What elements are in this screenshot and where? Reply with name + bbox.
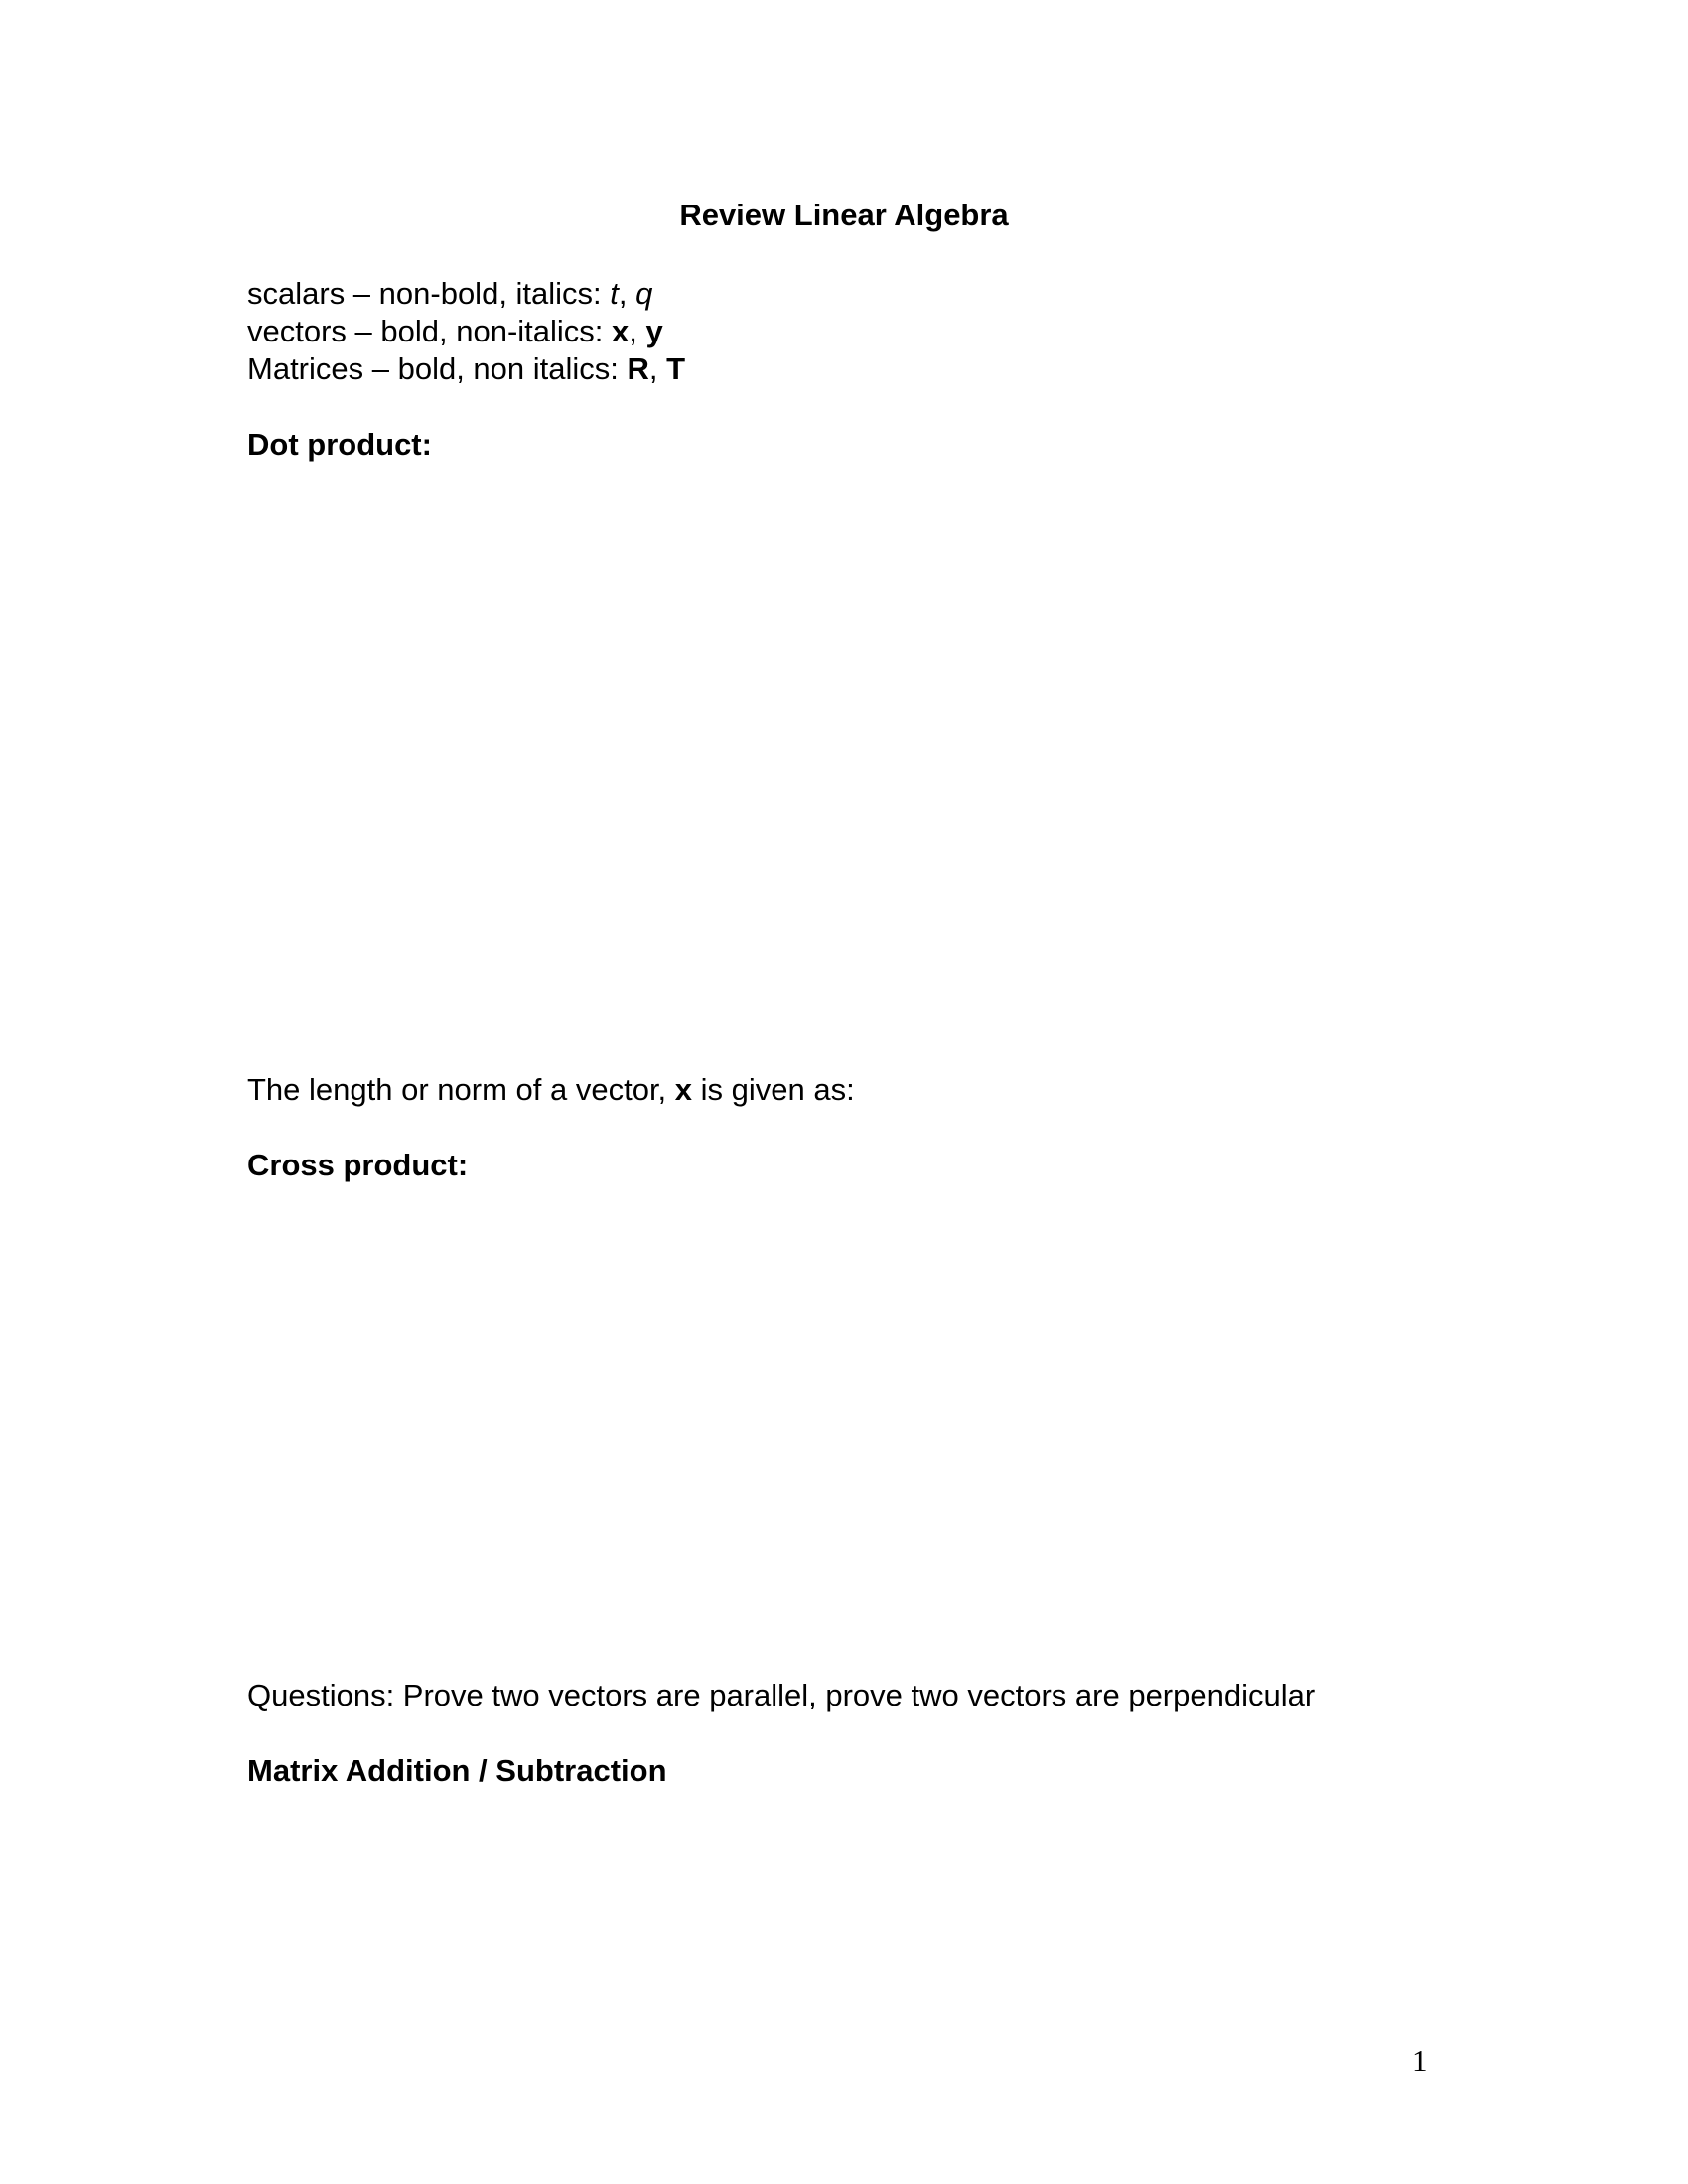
vectors-notation-line — [247, 313, 663, 350]
scalar-example-t: t — [610, 276, 619, 311]
matrix-example-r: R — [627, 351, 649, 386]
norm-suffix: is given as: — [692, 1072, 855, 1107]
norm-prefix: The length or norm of a vector, — [247, 1072, 675, 1107]
page-title: Review Linear Algebra — [679, 198, 1009, 232]
questions-line: Questions: Prove two vectors are parallel, prove two vectors are perpendicular — [247, 1678, 1316, 1712]
vector-example-y: y — [645, 314, 663, 348]
scalar-separator: , — [618, 276, 636, 311]
matrix-separator: , — [648, 351, 667, 386]
vector-separator: , — [629, 314, 646, 348]
cross-product-heading: Cross product: — [247, 1148, 469, 1182]
scalars-prefix: scalars – non-bold, italics: — [247, 276, 611, 311]
vectors-prefix: vectors – bold, non-italics: — [247, 314, 613, 348]
scalar-example-q: q — [635, 276, 653, 311]
matrix-example-t: T — [666, 351, 686, 386]
vector-example-x: x — [612, 314, 630, 348]
dot-product-heading: Dot product: — [247, 427, 432, 462]
matrices-notation-line — [247, 350, 685, 388]
page-number: 1 — [1412, 2043, 1428, 2078]
matrices-prefix: Matrices – bold, non italics: — [247, 351, 628, 386]
norm-vector-x: x — [674, 1072, 693, 1107]
scalars-notation-line — [247, 275, 652, 313]
matrix-addition-heading: Matrix Addition / Subtraction — [247, 1753, 667, 1788]
norm-line — [247, 1071, 855, 1109]
